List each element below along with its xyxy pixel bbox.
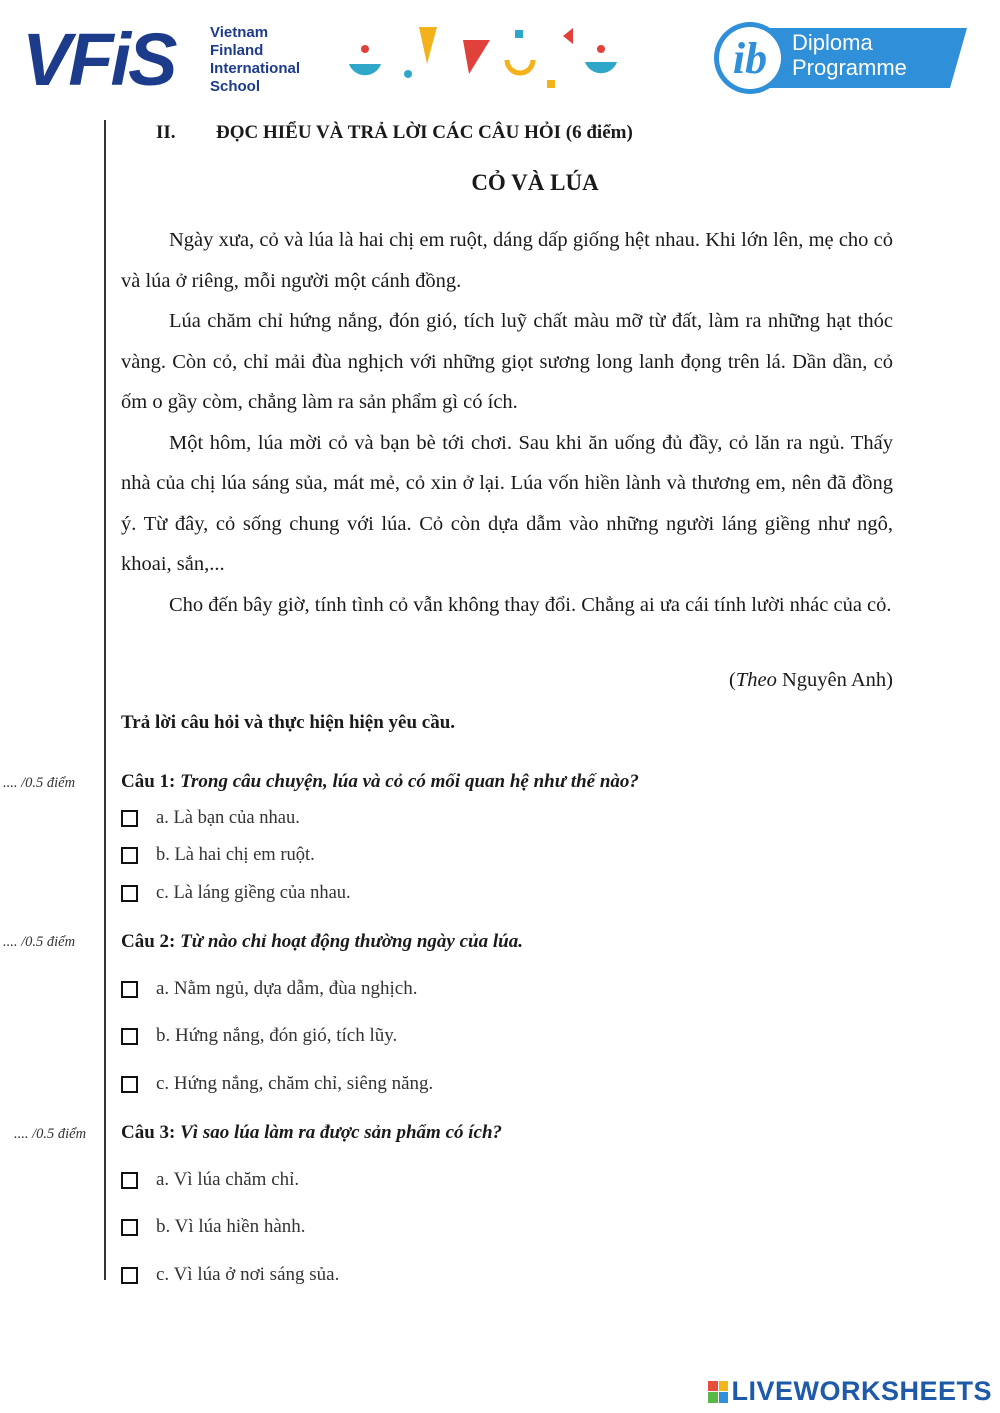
section-number: II.	[156, 122, 176, 143]
ib-programme-text	[792, 30, 907, 80]
margin-line	[104, 120, 106, 1280]
checkbox-icon[interactable]	[121, 1076, 138, 1093]
option-label: c. Là láng giềng của nhau.	[156, 883, 351, 903]
score-field[interactable]: .... /0.5 điểm	[3, 775, 76, 791]
school-name-line: International	[210, 60, 301, 77]
liveworksheets-icon	[708, 1381, 728, 1403]
question-text: Trong câu chuyện, lúa và cỏ có mối quan hệ như thế nào?	[180, 771, 639, 792]
section-title: ĐỌC HIỂU VÀ TRẢ LỜI CÁC CÂU HỎI (6 điểm)	[216, 122, 633, 143]
score-field[interactable]: .... /0.5 điểm	[3, 934, 76, 950]
ib-diploma-logo	[712, 20, 967, 96]
ib-line: Diploma	[792, 30, 873, 55]
school-name-line: Finland	[210, 42, 264, 59]
q2-option-a[interactable]	[121, 978, 417, 1000]
ib-line: Programme	[792, 55, 907, 80]
school-name-line: Vietnam	[210, 24, 269, 41]
q1-option-b[interactable]	[121, 845, 315, 866]
q2-option-c[interactable]	[121, 1073, 433, 1095]
question-3	[121, 1122, 502, 1144]
story-source	[729, 669, 893, 692]
option-label: a. Nằm ngủ, dựa dẫm, đùa nghịch.	[156, 978, 418, 999]
section-heading	[156, 122, 633, 144]
q3-option-c[interactable]	[121, 1264, 339, 1286]
source-prefix: (	[729, 669, 736, 691]
option-label: b. Là hai chị em ruột.	[156, 845, 315, 865]
question-label: Câu 3:	[121, 1122, 181, 1143]
q1-option-a[interactable]	[121, 808, 300, 829]
option-label: a. Là bạn của nhau.	[156, 808, 300, 828]
question-label: Câu 1:	[121, 771, 181, 792]
q1-option-c[interactable]	[121, 883, 351, 904]
source-theo: Theo	[735, 669, 777, 691]
checkbox-icon[interactable]	[121, 810, 138, 827]
option-label: c. Vì lúa ở nơi sáng sủa.	[156, 1264, 340, 1285]
liveworksheets-brand[interactable]	[708, 1376, 992, 1407]
option-label: a. Vì lúa chăm chỉ.	[156, 1169, 300, 1190]
school-logo	[22, 18, 312, 101]
story-paragraph: Một hôm, lúa mời cỏ và bạn bè tới chơi. Sau khi ăn uống đủ đầy, cỏ lăn ra ngủ. Thấy nhà của chị lúa sáng sủa, mát mẻ, cỏ xin ở lại. Lúa vốn hiền lành và thương em, nên đã đồng ý. Từ đây, cỏ sống chung với lúa. Cỏ còn dựa dẫm vào những người láng giềng như ngô, khoai, sắn,...	[121, 431, 893, 575]
checkbox-icon[interactable]	[121, 1172, 138, 1189]
story-paragraph: Ngày xưa, cỏ và lúa là hai chị em ruột, dáng dấp giống hệt nhau. Khi lớn lên, mẹ cho cỏ và lúa ở riêng, mỗi người một cánh đồng.	[121, 229, 893, 292]
q3-option-b[interactable]	[121, 1216, 306, 1238]
question-text: Từ nào chỉ hoạt động thường ngày của lúa.	[180, 931, 523, 952]
story-paragraph: Lúa chăm chỉ hứng nắng, đón gió, tích luỹ chất màu mỡ từ đất, làm ra những hạt thóc vàng. Còn cỏ, chỉ mải đùa nghịch với những giọt sương long lanh đọng trên lá. Dần dần, cỏ ốm o gầy còm, chẳng làm ra sản phẩm gì có ích.	[121, 310, 893, 413]
story-title: CỎ VÀ LÚA	[471, 170, 599, 195]
q3-option-a[interactable]	[121, 1169, 299, 1191]
option-label: c. Hứng nắng, chăm chỉ, siêng năng.	[156, 1073, 434, 1094]
school-name-line: School	[210, 78, 261, 95]
brand-text: LIVEWORKSHEETS	[731, 1376, 992, 1406]
instruction: Trả lời câu hỏi và thực hiện hiện yêu cầu.	[121, 712, 456, 733]
checkbox-icon[interactable]	[121, 1267, 138, 1284]
question-label: Câu 2:	[121, 931, 181, 952]
source-author: Nguyên Anh)	[776, 669, 893, 691]
question-2	[121, 931, 523, 953]
decorative-shapes	[345, 22, 625, 94]
vfis-logo-mark: VFiS	[22, 18, 175, 101]
checkbox-icon[interactable]	[121, 1028, 138, 1045]
question-text: Vì sao lúa làm ra được sản phẩm có ích?	[180, 1122, 503, 1143]
option-label: b. Vì lúa hiền hành.	[156, 1216, 306, 1237]
option-label: b. Hứng nắng, đón gió, tích lũy.	[156, 1025, 398, 1046]
svg-text:ib: ib	[732, 34, 768, 83]
story-paragraph: Cho đến bây giờ, tính tình cỏ vẫn không thay đổi. Chẳng ai ưa cái tính lười nhác của cỏ.	[169, 593, 892, 616]
question-1	[121, 771, 639, 793]
story-body	[121, 220, 893, 625]
score-field[interactable]: .... /0.5 điểm	[14, 1126, 87, 1142]
checkbox-icon[interactable]	[121, 981, 138, 998]
checkbox-icon[interactable]	[121, 847, 138, 864]
school-name	[210, 24, 320, 96]
checkbox-icon[interactable]	[121, 885, 138, 902]
checkbox-icon[interactable]	[121, 1219, 138, 1236]
q2-option-b[interactable]	[121, 1025, 397, 1047]
